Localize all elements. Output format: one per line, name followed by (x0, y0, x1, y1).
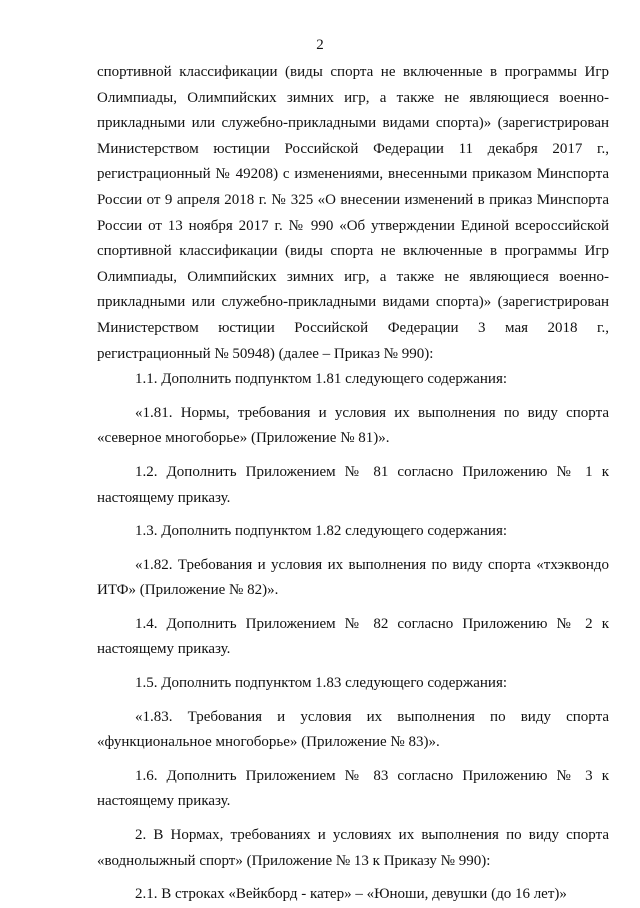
paragraph-1-4: 1.4. Дополнить Приложением № 82 согласно Приложению № 2 к настоящему приказу. (97, 615, 609, 658)
paragraph-1-82: «1.82. Требования и условия их выполнения по виду спорта «тхэквондо ИТФ» (Приложение № 82)». (97, 556, 609, 599)
page-number: 2 (316, 37, 324, 53)
paragraph-1-81: «1.81. Нормы, требования и условия их выполнения по виду спорта «северное многоборье» (Приложение № 81)». (97, 404, 609, 447)
paragraph-2: 2. В Нормах, требованиях и условиях их выполнения по виду спорта «воднолыжный спорт» (Приложение № 13 к Приказу № 990): (97, 827, 609, 869)
document-body (97, 60, 609, 908)
paragraph-classification-intro: спортивной классификации (виды спорта не включенные в программы Игр Олимпиады, Олимпийских зимних игр, а также не являющиеся военно-прикладными или служебно-прикладными видами спорта)» (зарегистрирован Министерством юстиции Российской Федерации 11 декабря 2017 г., регистрационный № 49208) с изменениями, внесенными приказом Минспорта России от 9 апреля 2018 г. № 325 «О внесении изменений в приказ Минспорта России от 13 ноября 2017 г. № 990 «Об утверждении Единой всероссийской спортивной классификации (виды спорта не включенные в программы Игр Олимпиады, Олимпийских зимних игр, а также не являющиеся военно-прикладными или служебно-прикладными видами спорта)» (зарегистрирован Министерством юстиции Российской Федерации 3 мая 2018 г., регистрационный № 50948) (далее – Приказ № 990): (97, 64, 609, 362)
paragraph-1-83: «1.83. Требования и условия их выполнения по виду спорта «функциональное многоборье» (Приложение № 83)». (97, 708, 609, 751)
paragraph-1-1: 1.1. Дополнить подпунктом 1.81 следующего содержания: (135, 371, 508, 388)
paragraph-2-1: 2.1. В строках «Вейкборд - катер» – «Юноши, девушки (до 16 лет)» (135, 886, 567, 903)
paragraph-1-2: 1.2. Дополнить Приложением № 81 согласно Приложению № 1 к настоящему приказу. (97, 463, 609, 506)
paragraph-1-6: 1.6. Дополнить Приложением № 83 согласно Приложению № 3 к настоящему приказу. (97, 767, 609, 810)
paragraph-1-3: 1.3. Дополнить подпунктом 1.82 следующего содержания: (135, 523, 508, 540)
paragraph-1-5: 1.5. Дополнить подпунктом 1.83 следующего содержания: (135, 675, 508, 692)
